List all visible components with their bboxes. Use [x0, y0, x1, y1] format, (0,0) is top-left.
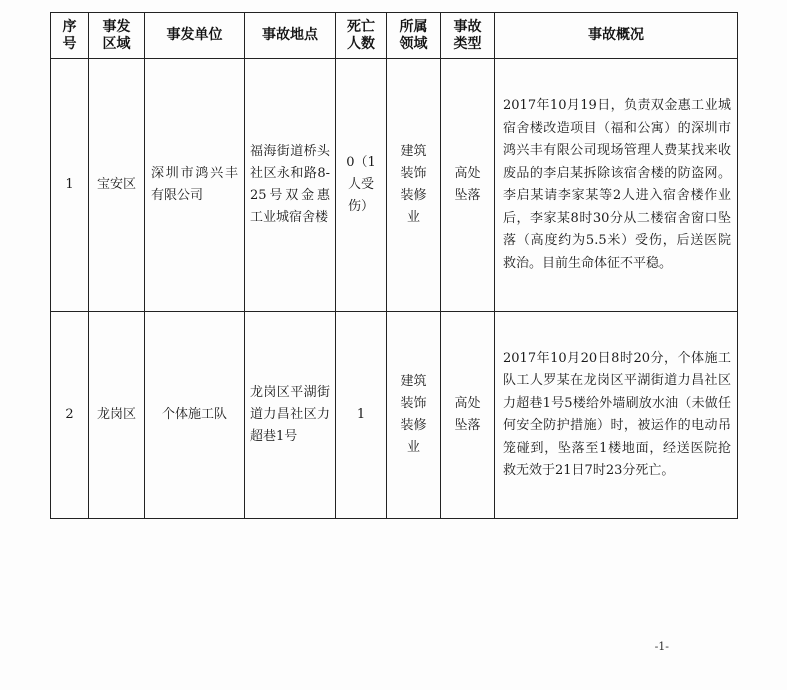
cell-field: 建筑装饰装修业 [387, 59, 441, 312]
cell-deaths: 0（1人受伤） [336, 59, 387, 312]
header-location: 事故地点 [245, 13, 336, 59]
cell-deaths: 1 [336, 312, 387, 519]
header-no: 序 号 [51, 13, 89, 59]
table-row [51, 312, 738, 519]
page-number [0, 640, 787, 653]
cell-district: 宝安区 [89, 59, 145, 312]
cell-unit: 个体施工队 [145, 312, 245, 519]
cell-field: 建筑装饰装修业 [387, 312, 441, 519]
cell-summary: 2017年10月19日，负责双金惠工业城宿舍楼改造项目（福和公寓）的深圳市鸿兴丰有限公司现场管理人费某找来收废品的李启某拆除该宿舍楼的防盗网。李启某请李家某等2人进入宿舍楼作业后，李家某8时30分从二楼宿舍窗口坠落（高度约为5.5米）受伤，后送医院救治。目前生命体征不平稳。 [495, 59, 738, 312]
table-header-row [51, 13, 738, 59]
header-unit: 事发单位 [145, 13, 245, 59]
cell-location: 龙岗区平湖街道力昌社区力超巷1号 [245, 312, 336, 519]
header-deaths: 死亡 人数 [336, 13, 387, 59]
cell-type: 高处坠落 [441, 312, 495, 519]
cell-no: 2 [51, 312, 89, 519]
cell-district: 龙岗区 [89, 312, 145, 519]
header-field: 所属 领域 [387, 13, 441, 59]
page-number-text: -1- [654, 640, 669, 653]
cell-summary: 2017年10月20日8时20分，个体施工队工人罗某在龙岗区平湖街道力昌社区力超巷1号5楼给外墙刷放水油（未做任何安全防护措施）时，被运作的电动吊笼碰到，坠落至1楼地面，经送医院抢救无效于21日7时23分死亡。 [495, 312, 738, 519]
accident-table [50, 12, 738, 519]
header-district: 事发 区域 [89, 13, 145, 59]
cell-type: 高处坠落 [441, 59, 495, 312]
cell-unit: 深圳市鸿兴丰有限公司 [145, 59, 245, 312]
cell-no: 1 [51, 59, 89, 312]
header-type: 事故 类型 [441, 13, 495, 59]
header-summary: 事故概况 [495, 13, 738, 59]
cell-location: 福海街道桥头社区永和路8-25号双金惠工业城宿舍楼 [245, 59, 336, 312]
table-row [51, 59, 738, 312]
